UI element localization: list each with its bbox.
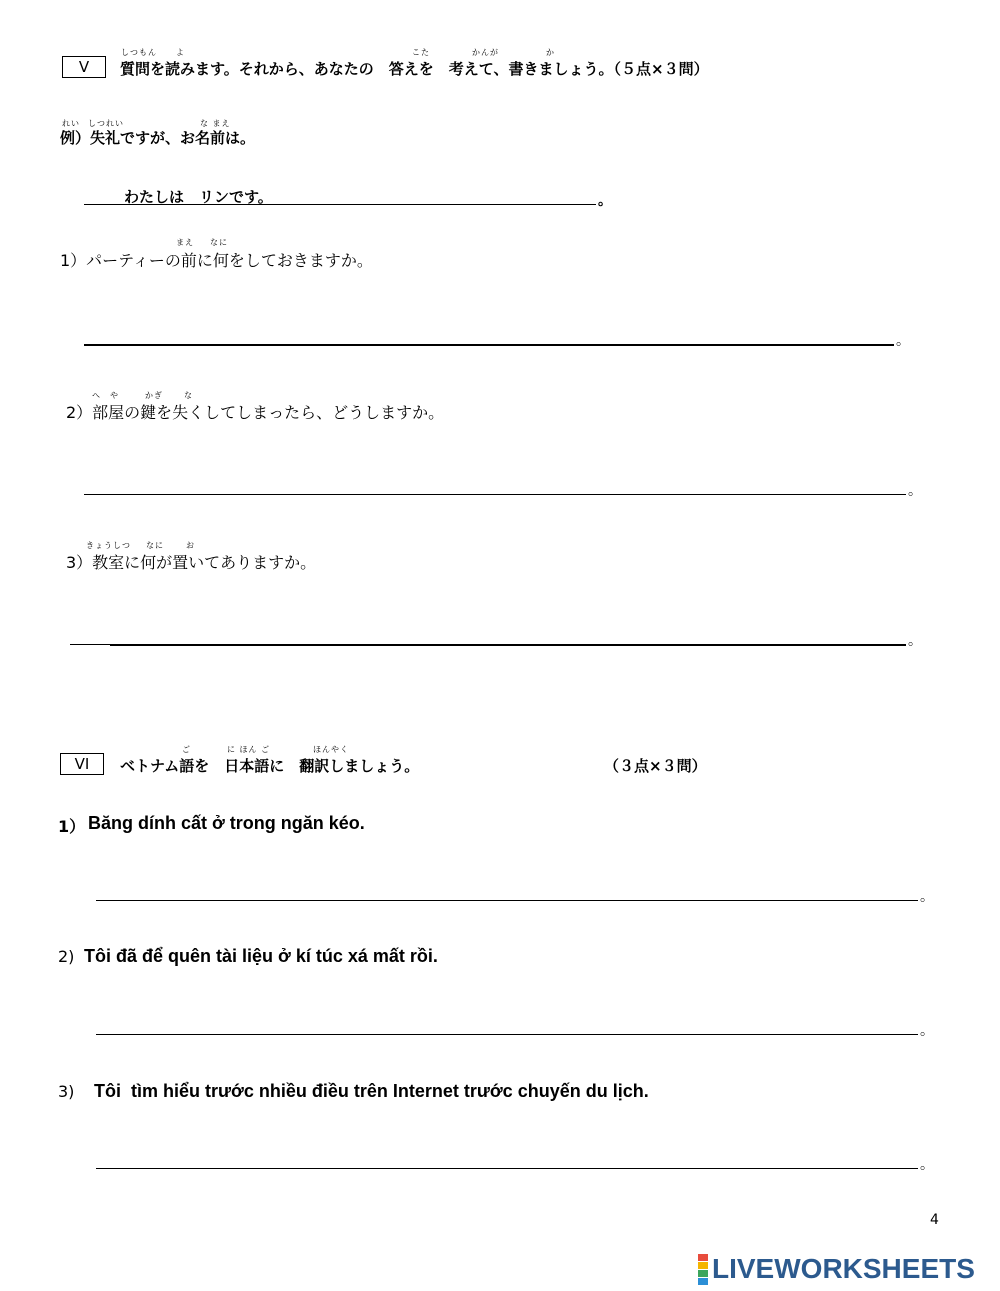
example-question: 例）失礼ですが、お名前は。 (60, 129, 256, 147)
question-2: 2）部屋の鍵を失くしてしまったら、どうしますか。 (66, 403, 445, 422)
ruby-kanga: かんが (472, 48, 499, 57)
translation-2-end: 。 (920, 1023, 934, 1039)
answer-line-3[interactable] (110, 644, 906, 646)
section-vi-label: VI (60, 753, 104, 775)
ruby-namae: な まえ (200, 119, 231, 128)
answer-line-3a (70, 644, 110, 645)
section-v-instruction: 質問を読みます。それから、あなたの 答えを 考えて、書きましょう。（５点×３問） (120, 60, 709, 78)
translation-1-end: 。 (920, 889, 934, 905)
q1-ruby-nani: なに (210, 238, 228, 247)
ruby-yo: よ (176, 48, 185, 57)
translation-3-number: 3) (58, 1082, 75, 1101)
q2-ruby-kagi: かぎ (145, 391, 163, 400)
translation-3-text: Tôi tìm hiểu trước nhiều điều trên Internet trước chuyến du lịch. (94, 1081, 649, 1101)
answer-3-end: 。 (908, 633, 922, 649)
translation-1-number: 1） (58, 817, 86, 836)
q3-ruby-kyoushitsu: きょうしつ (86, 541, 131, 550)
liveworksheets-logo[interactable] (698, 1253, 975, 1285)
ruby-shitsurei: しつれい (88, 119, 124, 128)
q2-ruby-na: な (184, 391, 193, 400)
question-3: 3）教室に何が置いてありますか。 (66, 553, 317, 572)
translation-2-text: Tôi đã để quên tài liệu ở kí túc xá mất rồi. (84, 946, 438, 966)
logo-block-yellow (698, 1262, 708, 1269)
ruby-shitsumon: しつもん (121, 48, 157, 57)
translation-2-number: 2) (58, 947, 75, 966)
logo-block-green (698, 1270, 708, 1277)
section-vi-points: （３点×３問） (604, 757, 707, 775)
logo-block-red (698, 1254, 708, 1261)
q3-ruby-nani: なに (146, 541, 164, 550)
answer-2-end: 。 (908, 483, 922, 499)
answer-line-2[interactable] (84, 494, 906, 495)
translation-line-1[interactable] (96, 900, 918, 901)
question-1: 1）パーティーの前に何をしておきますか。 (60, 251, 373, 270)
translation-line-3[interactable] (96, 1168, 918, 1169)
ruby-nihongo: に ほん ご (227, 745, 271, 754)
translation-line-2[interactable] (96, 1034, 918, 1035)
section-vi-instruction: ベトナム語を 日本語に 翻訳しましょう。 (120, 757, 420, 775)
q3-ruby-o: お (186, 541, 195, 550)
ruby-ka: か (546, 48, 555, 57)
page-number: 4 (930, 1212, 939, 1228)
translation-1-text: Băng dính cất ở trong ngăn kéo. (88, 813, 365, 833)
ruby-honyaku: ほんやく (313, 745, 349, 754)
example-answer-line (84, 204, 596, 205)
logo-blocks-icon (698, 1254, 708, 1285)
ruby-kota: こた (412, 48, 430, 57)
q2-ruby-heya: へ や (92, 391, 119, 400)
example-answer: わたしは リンです。 (124, 188, 273, 206)
answer-1-end: 。 (896, 333, 910, 349)
section-v-label: V (62, 56, 106, 78)
logo-text: LIVEWORKSHEETS (712, 1253, 975, 1284)
ruby-rei: れい (62, 119, 80, 128)
logo-block-blue (698, 1278, 708, 1285)
example-end: 。 (598, 193, 612, 209)
answer-line-1[interactable] (84, 344, 894, 346)
ruby-go: ご (182, 745, 191, 754)
translation-3-end: 。 (920, 1157, 934, 1173)
q1-ruby-mae: まえ (176, 238, 194, 247)
